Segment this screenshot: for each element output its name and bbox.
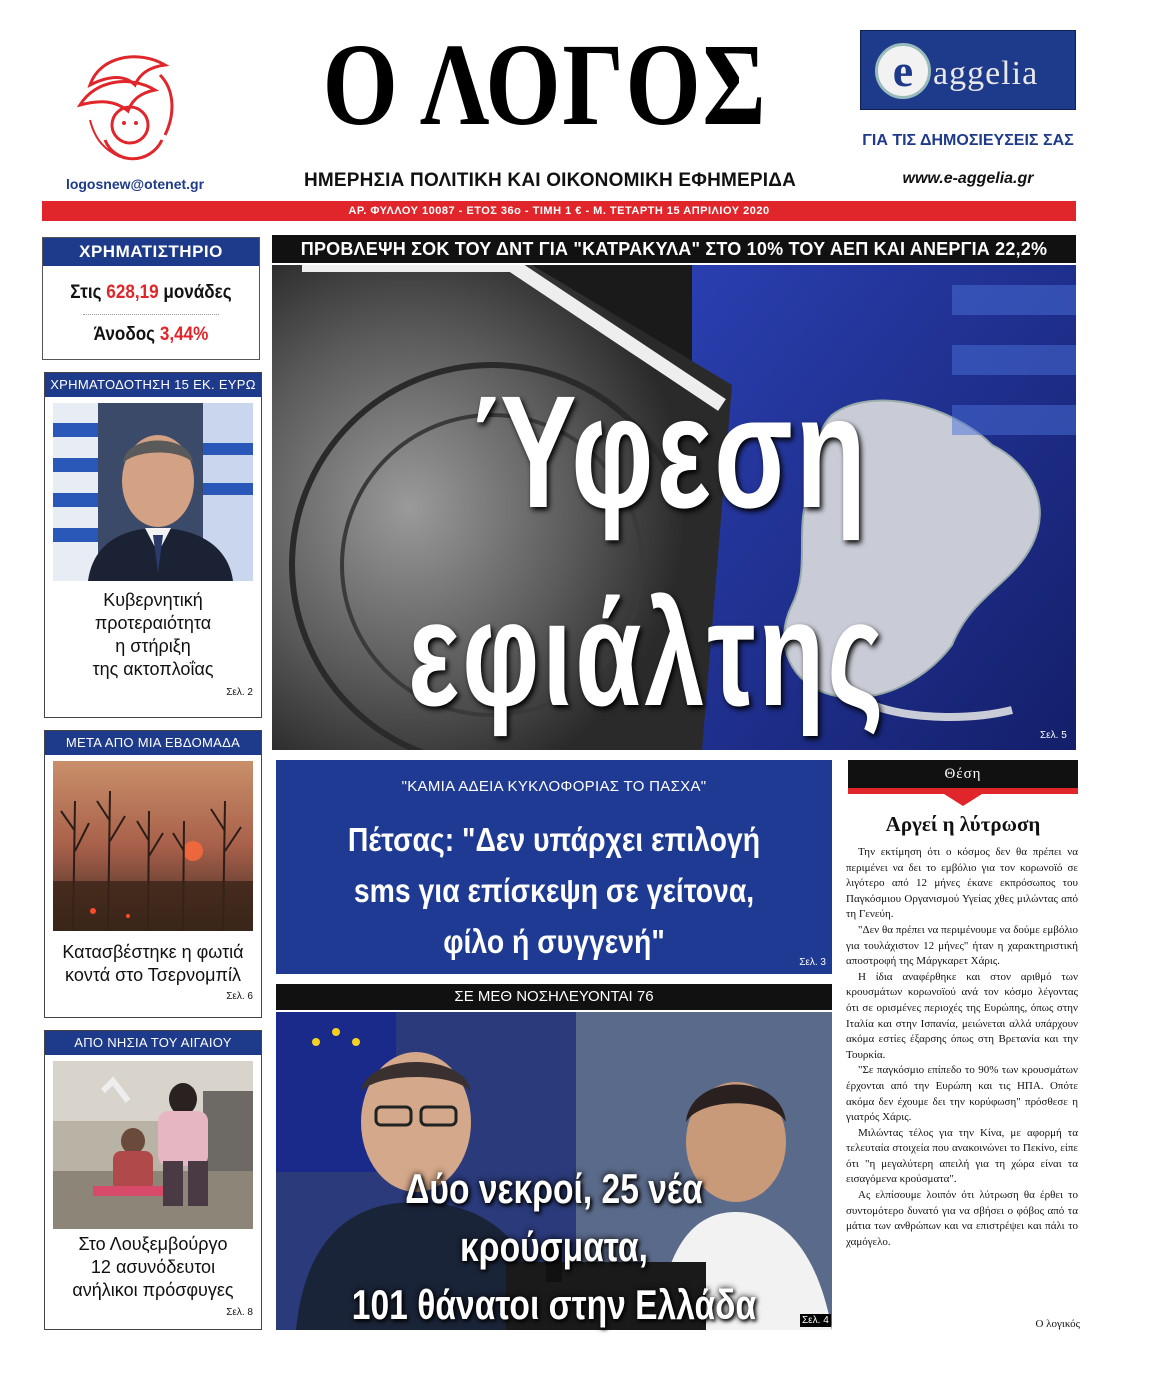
contact-email: logosnew@otenet.gr: [65, 176, 205, 192]
stock-market-heading: ΧΡΗΜΑΤΙΣΤΗΡΙΟ: [43, 238, 259, 266]
main-story-strip: ΠΡΟΒΛΕΨΗ ΣΟΚ ΤΟΥ ΔΝΤ ΓΙΑ "ΚΑΤΡΑΚΥΛΑ" ΣΤΟ 10% ΤΟΥ ΑΕΠ ΚΑΙ ΑΝΕΡΓΙΑ 22,2%: [272, 235, 1076, 263]
stock-change-line: [54, 324, 248, 346]
petsas-story[interactable]: [276, 760, 832, 974]
headline-line: 101 θάνατοι στην Ελλάδα: [351, 1281, 757, 1328]
petsas-kicker: "ΚΑΜΙΑ ΑΔΕΙΑ ΚΥΚΛΟΦΟΡΙΑΣ ΤΟ ΠΑΣΧΑ": [401, 778, 707, 795]
page-reference: Σελ. 2: [226, 687, 253, 698]
ad-url: www.e-aggelia.gr: [902, 170, 1034, 187]
editorial-paragraph: Την εκτίμηση ότι ο κόσμος δεν θα πρέπει να περιμένει να δει το εμβόλιο για τον κορωνοϊό σε λιγότερο από 12 μήνες έκανε εκπρόσωπος του Παγκόσμιου Οργανισμού Υγείας χθες μιλώντας από τη Γενεύη.: [846, 846, 1078, 921]
petsas-headline: [315, 814, 793, 967]
stock-divider: [83, 314, 219, 315]
headline-line: Κυβερνητική: [103, 590, 203, 610]
headline-line: της ακτοπλοΐας: [92, 659, 214, 679]
stock-index-suffix: μονάδες: [158, 282, 232, 303]
headline-line: η στήριξη: [115, 636, 191, 656]
main-headline-word2: εφιάλτης: [408, 569, 887, 737]
editorial-signature: Ο λογικός: [1035, 1318, 1080, 1330]
e-aggelia-logo: [860, 30, 1076, 110]
e-aggelia-wordmark: aggelia: [933, 55, 1039, 92]
stock-change-prefix: Άνοδος: [93, 324, 160, 345]
side-story-refugees[interactable]: [44, 1030, 262, 1330]
e-aggelia-letter: e: [875, 43, 931, 99]
newspaper-subtitle: ΗΜΕΡΗΣΙΑ ΠΟΛΙΤΙΚΗ ΚΑΙ ΟΙΚΟΝΟΜΙΚΗ ΕΦΗΜΕΡΙΔΑ: [303, 170, 797, 191]
side-story-headline: [45, 589, 261, 681]
editorial-paragraph: Η ίδια αναφέρθηκε και στον αριθμό των κρουσμάτων κορωνοϊού ανά τον κόσμο λέγοντας ότι σε ορισμένες περιοχές της Ευρώπης, όπως στην Ιταλία και στην Ισπανία, μειώνεται αλλά υπάρχουν ακόμα εστίες έξαρσης όπως στη Βρετανία και την Τουρκία.: [846, 970, 1078, 1061]
minister-photo: [53, 403, 253, 581]
main-headline-word1: Ύφεση: [470, 362, 869, 541]
side-story-kicker: ΜΕΤΑ ΑΠΟ ΜΙΑ ΕΒΔΟΜΑΔΑ: [45, 731, 261, 755]
headline-line: φίλο ή συγγενή": [443, 923, 665, 960]
editorial-paragraph: Μιλώντας τέλος για την Κίνα, με αφορμή τα τελευταία στοιχεία που ανακοινώνει το Πεκίνο, είπε ότι "η μεγαλύτερη απειλή για τη χώρα είναι τα εισαγόμενα κρούσματα".: [846, 1126, 1078, 1186]
editorial-body: [846, 845, 1078, 1250]
refugee-children-photo: [53, 1061, 253, 1229]
ad-tagline: ΓΙΑ ΤΙΣ ΔΗΜΟΣΙΕΥΣΕΙΣ ΣΑΣ: [862, 132, 1074, 149]
side-story-chernobyl[interactable]: [44, 730, 262, 1018]
side-story-headline: [45, 1233, 261, 1302]
editorial-paragraph: "Δεν θα πρέπει να περιμένουμε να δούμε εμβόλιο για τουλάχιστον 12 μήνες" ήταν η χαρακτηριστική αποστροφή της Μάργκαρετ Χάρις.: [846, 923, 1078, 968]
newspaper-title: Ο ΛΟΓΟΣ: [322, 19, 768, 150]
covid-strip: ΣΕ ΜΕΘ ΝΟΣΗΛΕΥΟΝΤΑΙ 76: [276, 984, 832, 1010]
editorial-pointer: [944, 794, 982, 806]
stock-change-value: 3,44%: [159, 324, 209, 345]
headline-line: 12 ασυνόδευτοι: [90, 1257, 216, 1277]
covid-headline: [332, 1160, 777, 1334]
main-page-reference: Σελ. 5: [1040, 730, 1067, 741]
newspaper-emblem-logo: [70, 45, 190, 170]
covid-page-reference: Σελ. 4: [802, 1315, 829, 1326]
editorial-paragraph: Ας ελπίσουμε λοιπόν ότι λύτρωση θα έρθει το συντομότερο δυνατό για να σβήσει ο φόβος από τα μάτια των ανθρώπων και να επιστρέψει και πάλι το χαμόγελο.: [846, 1189, 1078, 1248]
stock-market-box: [42, 237, 260, 360]
headline-line: Πέτσας: "Δεν υπάρχει επιλογή: [347, 821, 761, 858]
headline-line: Δύο νεκροί, 25 νέα κρούσματα,: [405, 1165, 703, 1270]
headline-line: Στο Λουξεμβούργο: [78, 1234, 228, 1254]
forest-fire-photo: [53, 761, 253, 931]
page-reference: Σελ. 8: [226, 1307, 253, 1318]
issue-info-bar: ΑΡ. ΦΥΛΛΟΥ 10087 - ΕΤΟΣ 36ο - ΤΙΜΗ 1 € - Μ. ΤΕΤΑΡΤΗ 15 ΑΠΡΙΛΙΟΥ 2020: [42, 201, 1076, 221]
page-reference: Σελ. 6: [226, 991, 253, 1002]
side-story-shipping[interactable]: [44, 372, 262, 718]
headline-line: προτεραιότητα: [94, 613, 212, 633]
headline-line: sms για επίσκεψη σε γείτονα,: [353, 872, 755, 909]
side-story-kicker: ΧΡΗΜΑΤΟΔΟΤΗΣΗ 15 ΕΚ. ΕΥΡΩ: [45, 373, 261, 397]
stock-index-line: [54, 282, 248, 304]
side-story-kicker: ΑΠΟ ΝΗΣΙΑ ΤΟΥ ΑΙΓΑΙΟΥ: [45, 1031, 261, 1055]
stock-index-prefix: Στις: [70, 282, 107, 303]
headline-line: ανήλικοι πρόσφυγες: [72, 1280, 234, 1300]
petsas-page-reference: Σελ. 3: [799, 957, 826, 968]
headline-line: Κατασβέστηκε η φωτιά: [62, 942, 244, 962]
editorial-paragraph: "Σε παγκόσμιο επίπεδο το 90% των κρουσμάτων έρχονται από την Ευρώπη και τις ΗΠΑ. Οπότε ακόμα δεν έχουμε δει την κορύφωση" πρόσθεσε η γιατρός Χάρις.: [846, 1064, 1078, 1124]
stock-index-value: 628,19: [106, 282, 159, 303]
editorial-label: Θέση: [848, 760, 1078, 788]
editorial-title: Αργεί η λύτρωση: [885, 812, 1041, 836]
headline-line: κοντά στο Τσερνομπίλ: [65, 965, 241, 985]
side-story-headline: [45, 941, 261, 987]
